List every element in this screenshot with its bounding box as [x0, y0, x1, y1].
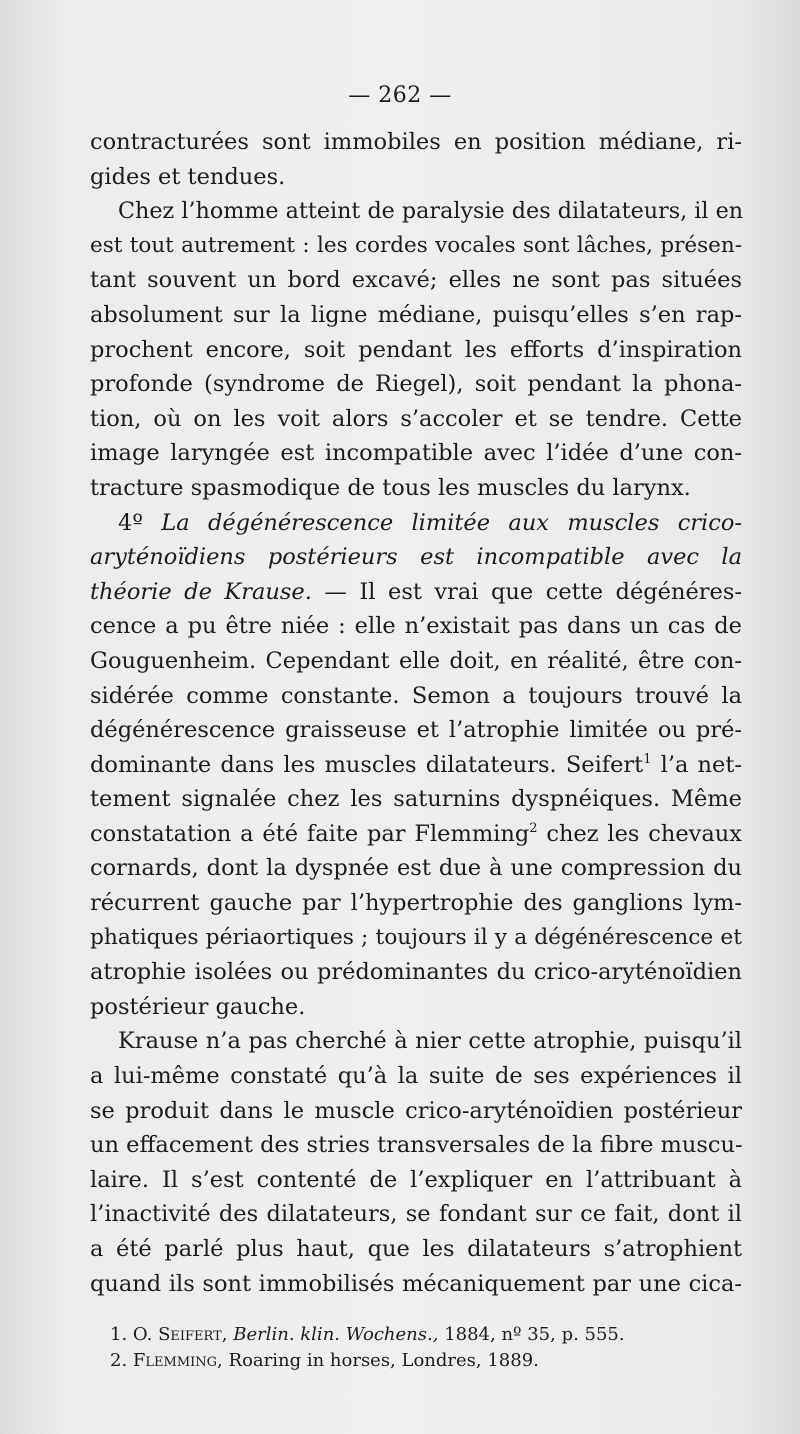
text-line: récurrent gauche par l’hypertrophie des ganglions lym-	[90, 890, 742, 917]
text-line	[90, 540, 742, 575]
text-line: profonde (syndrome de Riegel), soit pendant la phona-	[90, 371, 742, 398]
text-line: tracture spasmodique de tous les muscles du larynx.	[90, 474, 691, 501]
section-heading: aryténoïdiens postérieurs est incompatible avec la	[90, 544, 742, 571]
text-line: constatation a été faite par Flemming$^2$ chez les chevaux	[90, 820, 742, 847]
text-line: quand ils sont immobilisés mécaniquement par une cica-	[90, 1270, 742, 1297]
text-line: absolument sur la ligne médiane, puisqu’elles s’en rap-	[90, 301, 742, 328]
text-line: tant souvent un bord excavé; elles ne sont pas situées	[90, 267, 742, 294]
text-line: contracturées sont immobiles en position médiane, ri-	[90, 129, 742, 155]
text-line: l’inactivité des dilatateurs, se fondant sur ce fait, dont il	[90, 1201, 742, 1228]
footnote-ref-1: 1	[643, 751, 652, 767]
text-line: cornards, dont la dyspnée est due à une compression du	[90, 855, 742, 882]
text-line: théorie de Krause. — Il est vrai que cette dégénéres-	[90, 578, 743, 605]
text-line	[90, 506, 742, 541]
footnote-1: 1. O. Seifert, Berlin. klin. Wochens., 1884, nº 35, p. 555.	[110, 1324, 625, 1345]
text-line: a lui-même constaté qu’à la suite de ses expériences il	[90, 1063, 742, 1090]
section-number: 4º	[118, 509, 143, 536]
text-line: image laryngée est incompatible avec l’idée d’une con-	[90, 440, 742, 467]
text-line: postérieur gauche.	[90, 993, 306, 1020]
footnote-2: 2. Flemming, Roaring in horses, Londres, 1889.	[110, 1350, 539, 1371]
text-line: dégénérescence graisseuse et l’atrophie limitée ou pré-	[90, 717, 742, 744]
text-line: est tout autrement : les cordes vocales sont lâches, présen-	[90, 232, 742, 258]
text-line: sidérée comme constante. Semon a toujours trouvé la	[90, 682, 742, 709]
text-line: dominante dans les muscles dilatateurs. Seifert$^1$ l’a net-	[90, 751, 742, 778]
text-line: un effacement des stries transversales de la fibre muscu-	[90, 1132, 743, 1159]
section-heading: théorie de Krause.	[90, 578, 312, 605]
text-line: gides et tendues.	[90, 163, 286, 190]
text-line: prochent encore, soit pendant les efforts d’inspiration	[90, 336, 742, 363]
text-line: Chez l’homme atteint de paralysie des dilatateurs, il en	[118, 198, 744, 225]
text-line: Gouguenheim. Cependant elle doit, en réalité, être con-	[90, 647, 742, 674]
page-number: — 262 —	[348, 83, 452, 108]
text-line: tement signalée chez les saturnins dyspnéiques. Même	[90, 786, 742, 813]
body-text	[90, 125, 742, 1301]
text-line: Krause n’a pas cherché à nier cette atrophie, puisqu’il	[118, 1028, 742, 1055]
footnotes	[110, 1322, 750, 1374]
text-line: se produit dans le muscle crico-aryténoïdien postérieur	[90, 1097, 742, 1124]
text-line: laire. Il s’est contenté de l’expliquer en l’attribuant à	[90, 1166, 742, 1193]
text-line: a été parlé plus haut, que les dilatateurs s’atrophient	[90, 1236, 742, 1262]
text-line: tion, où on les voit alors s’accoler et se tendre. Cette	[90, 405, 742, 432]
section-heading: La dégénérescence limitée aux muscles crico-	[161, 509, 743, 536]
text-line: phatiques périaortiques ; toujours il y a dégénérescence et	[90, 924, 742, 950]
text-line: atrophie isolées ou prédominantes du crico-aryténoïdien	[90, 959, 742, 986]
text-line: cence a pu être niée : elle n’existait pas dans un cas de	[90, 613, 742, 640]
footnote-ref-2: 2	[529, 820, 538, 836]
